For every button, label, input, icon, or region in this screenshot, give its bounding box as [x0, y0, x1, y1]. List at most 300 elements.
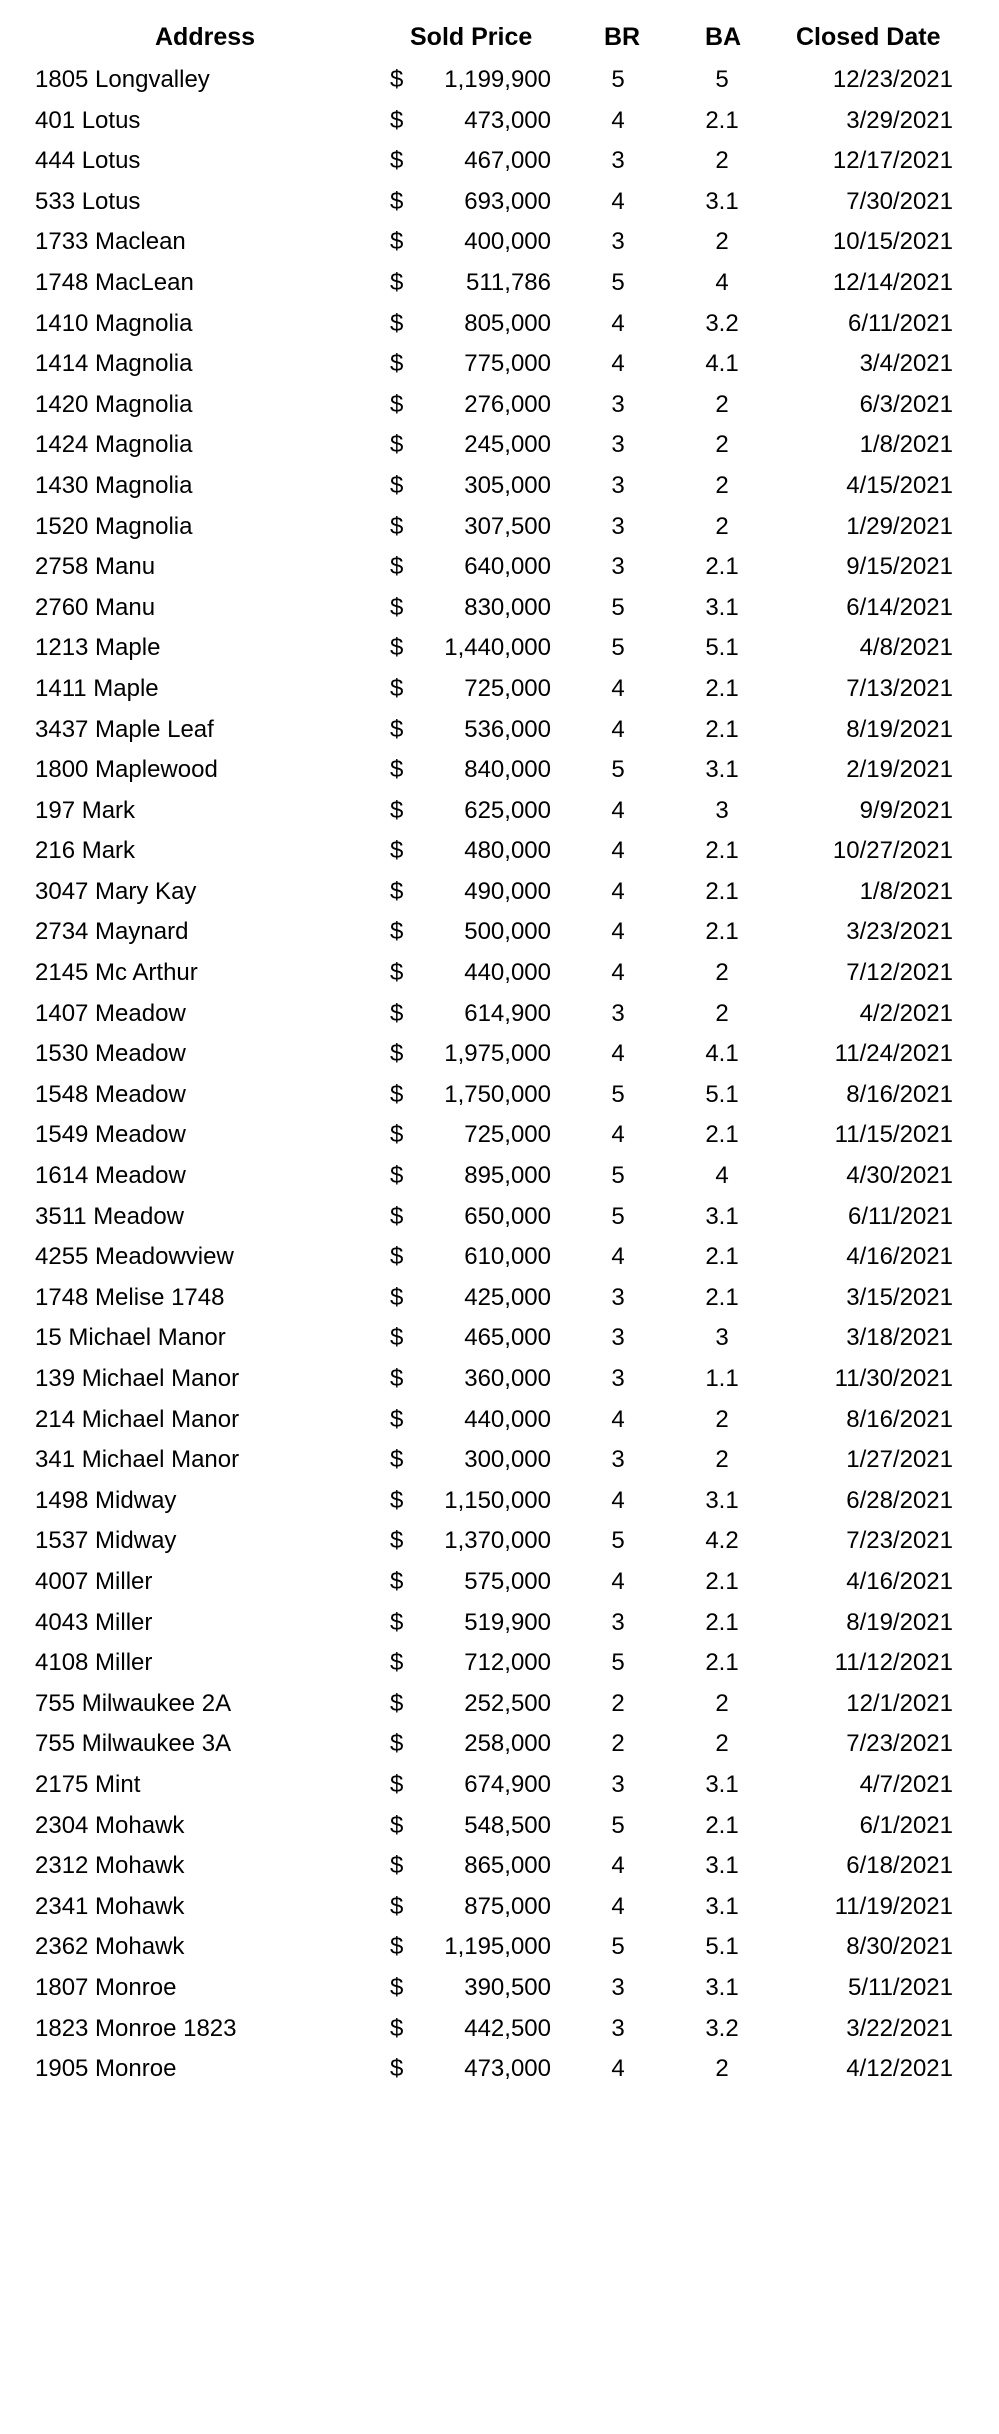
cell-sold-price: 473,000: [464, 106, 551, 134]
cell-ba: 2.1: [705, 1649, 739, 1677]
cell-sold-price: 473,000: [464, 2055, 551, 2083]
cell-br: 4: [611, 187, 625, 215]
cell-sold-price: 390,500: [464, 1973, 551, 2001]
cell-address: 1407 Meadow: [35, 999, 186, 1027]
cell-closed-date: 2/19/2021: [846, 756, 953, 784]
cell-currency-symbol: $: [390, 999, 404, 1027]
cell-ba: 2: [715, 228, 729, 256]
table-row: [0, 710, 999, 751]
cell-br: 3: [611, 390, 625, 418]
cell-ba: 2: [715, 471, 729, 499]
table-row: [0, 1806, 999, 1847]
cell-closed-date: 8/19/2021: [846, 715, 953, 743]
cell-ba: 3.1: [705, 1486, 739, 1514]
cell-address: 2175 Mint: [35, 1770, 141, 1798]
cell-br: 3: [611, 1973, 625, 2001]
cell-ba: 3.1: [705, 187, 739, 215]
cell-br: 4: [611, 837, 625, 865]
cell-ba: 5: [715, 66, 729, 93]
cell-ba: 2: [715, 1446, 729, 1474]
cell-sold-price: 725,000: [464, 1121, 551, 1149]
cell-currency-symbol: $: [390, 147, 404, 175]
cell-sold-price: 519,900: [464, 1608, 551, 1636]
cell-br: 3: [611, 147, 625, 175]
cell-closed-date: 4/15/2021: [846, 471, 953, 499]
table-row: [0, 1237, 999, 1278]
cell-address: 2312 Mohawk: [35, 1852, 185, 1880]
cell-sold-price: 490,000: [464, 877, 551, 905]
table-row: [0, 750, 999, 791]
cell-br: 4: [611, 715, 625, 743]
cell-closed-date: 7/23/2021: [846, 1527, 953, 1555]
cell-currency-symbol: $: [390, 309, 404, 337]
cell-address: 755 Milwaukee 2A: [35, 1689, 232, 1717]
cell-sold-price: 1,750,000: [444, 1080, 551, 1108]
cell-currency-symbol: $: [390, 1202, 404, 1230]
cell-ba: 5.1: [705, 1080, 739, 1108]
cell-address: 2341 Mohawk: [35, 1892, 185, 1920]
cell-address: 755 Milwaukee 3A: [35, 1730, 232, 1758]
table-row: [0, 1724, 999, 1765]
cell-address: 1905 Monroe: [35, 2055, 177, 2083]
cell-closed-date: 8/30/2021: [846, 1933, 953, 1961]
cell-closed-date: 9/15/2021: [846, 553, 953, 581]
cell-br: 4: [611, 674, 625, 702]
cell-closed-date: 1/8/2021: [859, 431, 953, 459]
cell-br: 4: [611, 918, 625, 946]
cell-currency-symbol: $: [390, 1973, 404, 2001]
cell-address: 341 Michael Manor: [35, 1446, 240, 1474]
cell-address: 1733 Maclean: [35, 228, 186, 256]
cell-ba: 1.1: [705, 1365, 739, 1392]
cell-sold-price: 360,000: [464, 1365, 551, 1392]
cell-sold-price: 895,000: [464, 1162, 551, 1190]
table-row: [0, 1846, 999, 1887]
table-row: [0, 953, 999, 994]
cell-br: 3: [611, 431, 625, 459]
cell-currency-symbol: $: [390, 1811, 404, 1839]
cell-br: 4: [611, 1486, 625, 1514]
cell-address: 4043 Miller: [35, 1608, 153, 1636]
cell-closed-date: 3/15/2021: [846, 1283, 953, 1311]
table-row: [0, 101, 999, 142]
cell-address: 1549 Meadow: [35, 1121, 186, 1149]
cell-br: 3: [611, 2014, 625, 2042]
cell-closed-date: 12/1/2021: [846, 1689, 953, 1717]
table-row: [0, 344, 999, 385]
cell-currency-symbol: $: [390, 1080, 404, 1108]
cell-address: 1498 Midway: [35, 1486, 177, 1514]
cell-closed-date: 4/8/2021: [859, 634, 953, 662]
cell-currency-symbol: $: [390, 796, 404, 824]
cell-address: 1430 Magnolia: [35, 471, 193, 499]
cell-closed-date: 3/22/2021: [846, 2014, 953, 2042]
cell-br: 4: [611, 959, 625, 987]
cell-closed-date: 7/12/2021: [846, 959, 953, 987]
cell-closed-date: 6/1/2021: [859, 1811, 953, 1839]
table-row: [0, 1034, 999, 1075]
cell-currency-symbol: $: [390, 1162, 404, 1190]
cell-sold-price: 875,000: [464, 1892, 551, 1920]
table-row: [0, 831, 999, 872]
cell-currency-symbol: $: [390, 1365, 404, 1392]
cell-sold-price: 1,199,900: [444, 66, 551, 93]
cell-br: 3: [611, 1446, 625, 1474]
cell-br: 4: [611, 877, 625, 905]
cell-closed-date: 6/11/2021: [848, 1202, 953, 1230]
table-row: [0, 628, 999, 669]
cell-ba: 2: [715, 999, 729, 1027]
cell-sold-price: 400,000: [464, 228, 551, 256]
cell-closed-date: 6/28/2021: [846, 1486, 953, 1514]
cell-currency-symbol: $: [390, 837, 404, 865]
cell-currency-symbol: $: [390, 471, 404, 499]
table-row: [0, 588, 999, 629]
cell-currency-symbol: $: [390, 268, 404, 296]
cell-address: 2758 Manu: [35, 553, 156, 581]
cell-ba: 2.1: [705, 553, 739, 581]
cell-ba: 5.1: [705, 634, 739, 662]
cell-currency-symbol: $: [390, 2055, 404, 2083]
cell-address: 1805 Longvalley: [35, 66, 210, 93]
cell-closed-date: 11/15/2021: [834, 1121, 953, 1149]
cell-ba: 2.1: [705, 674, 739, 702]
cell-ba: 3.1: [705, 1892, 739, 1920]
cell-address: 2734 Maynard: [35, 918, 189, 946]
cell-sold-price: 1,195,000: [444, 1933, 551, 1961]
cell-br: 5: [611, 1933, 625, 1961]
cell-closed-date: 5/11/2021: [848, 1973, 953, 2001]
cell-closed-date: 12/14/2021: [832, 268, 953, 296]
cell-address: 216 Mark: [35, 837, 136, 865]
cell-ba: 2.1: [705, 1608, 739, 1636]
cell-br: 2: [611, 1730, 625, 1758]
table-row: [0, 872, 999, 913]
table-row: [0, 60, 999, 101]
cell-closed-date: 4/2/2021: [859, 999, 953, 1027]
cell-closed-date: 3/4/2021: [859, 350, 953, 378]
cell-br: 4: [611, 350, 625, 378]
cell-ba: 3.1: [705, 1770, 739, 1798]
cell-address: 3511 Meadow: [35, 1202, 184, 1230]
table-row: [0, 669, 999, 710]
cell-ba: 2: [715, 1405, 729, 1433]
cell-closed-date: 6/11/2021: [848, 309, 953, 337]
cell-br: 5: [611, 1527, 625, 1555]
cell-address: 1213 Maple: [35, 634, 161, 662]
cell-br: 4: [611, 1040, 625, 1068]
cell-currency-symbol: $: [390, 1121, 404, 1149]
cell-closed-date: 6/3/2021: [859, 390, 953, 418]
cell-closed-date: 6/14/2021: [846, 593, 953, 621]
cell-ba: 3.1: [705, 1202, 739, 1230]
cell-sold-price: 614,900: [464, 999, 551, 1027]
cell-br: 4: [611, 309, 625, 337]
header-closed-date: Closed Date: [796, 23, 941, 51]
cell-ba: 2: [715, 1730, 729, 1758]
cell-sold-price: 305,000: [464, 471, 551, 499]
cell-address: 3047 Mary Kay: [35, 877, 197, 905]
cell-br: 4: [611, 1121, 625, 1149]
cell-br: 5: [611, 756, 625, 784]
table-row: [0, 1887, 999, 1928]
cell-br: 4: [611, 2055, 625, 2083]
table-row: [0, 1562, 999, 1603]
cell-currency-symbol: $: [390, 553, 404, 581]
cell-closed-date: 3/23/2021: [846, 918, 953, 946]
table-row: [0, 994, 999, 1035]
cell-ba: 3.2: [705, 309, 739, 337]
cell-address: 533 Lotus: [35, 187, 141, 215]
cell-ba: 5.1: [705, 1933, 739, 1961]
table-body: [0, 60, 999, 2090]
table-row: [0, 385, 999, 426]
table-row: [0, 791, 999, 832]
cell-br: 5: [611, 1162, 625, 1190]
cell-currency-symbol: $: [390, 1689, 404, 1717]
cell-br: 5: [611, 1811, 625, 1839]
cell-ba: 2: [715, 147, 729, 175]
cell-currency-symbol: $: [390, 1324, 404, 1352]
cell-closed-date: 4/12/2021: [846, 2055, 953, 2083]
cell-ba: 3.1: [705, 593, 739, 621]
cell-br: 3: [611, 1365, 625, 1392]
cell-sold-price: 840,000: [464, 756, 551, 784]
cell-sold-price: 258,000: [464, 1730, 551, 1758]
cell-closed-date: 10/15/2021: [832, 228, 953, 256]
cell-currency-symbol: $: [390, 918, 404, 946]
cell-ba: 3.1: [705, 1973, 739, 2001]
cell-br: 2: [611, 1689, 625, 1717]
cell-currency-symbol: $: [390, 1567, 404, 1595]
cell-ba: 2.1: [705, 1243, 739, 1271]
cell-br: 3: [611, 512, 625, 540]
cell-closed-date: 4/16/2021: [846, 1243, 953, 1271]
cell-br: 4: [611, 1405, 625, 1433]
cell-closed-date: 3/29/2021: [846, 106, 953, 134]
table-row: [0, 222, 999, 263]
cell-currency-symbol: $: [390, 756, 404, 784]
cell-ba: 4.1: [705, 350, 739, 378]
cell-currency-symbol: $: [390, 106, 404, 134]
cell-sold-price: 693,000: [464, 187, 551, 215]
cell-address: 1420 Magnolia: [35, 390, 193, 418]
table-row: [0, 1481, 999, 1522]
cell-ba: 4: [715, 1162, 729, 1190]
cell-ba: 4.1: [705, 1040, 739, 1068]
cell-address: 1530 Meadow: [35, 1040, 186, 1068]
cell-sold-price: 276,000: [464, 390, 551, 418]
cell-closed-date: 11/12/2021: [834, 1649, 953, 1677]
cell-address: 4108 Miller: [35, 1649, 153, 1677]
cell-closed-date: 1/8/2021: [859, 877, 953, 905]
table-row: [0, 1968, 999, 2009]
cell-address: 2362 Mohawk: [35, 1933, 185, 1961]
cell-address: 2760 Manu: [35, 593, 156, 621]
cell-address: 401 Lotus: [35, 106, 141, 134]
cell-currency-symbol: $: [390, 228, 404, 256]
cell-currency-symbol: $: [390, 1243, 404, 1271]
cell-closed-date: 7/23/2021: [846, 1730, 953, 1758]
cell-sold-price: 610,000: [464, 1243, 551, 1271]
cell-currency-symbol: $: [390, 1892, 404, 1920]
cell-br: 5: [611, 593, 625, 621]
cell-address: 1807 Monroe: [35, 1973, 177, 2001]
cell-sold-price: 1,150,000: [444, 1486, 551, 1514]
cell-address: 1424 Magnolia: [35, 431, 193, 459]
cell-closed-date: 11/24/2021: [834, 1040, 953, 1068]
cell-closed-date: 8/16/2021: [846, 1405, 953, 1433]
cell-currency-symbol: $: [390, 1933, 404, 1961]
cell-ba: 2: [715, 431, 729, 459]
cell-currency-symbol: $: [390, 1040, 404, 1068]
table-row: [0, 2009, 999, 2050]
cell-br: 5: [611, 1649, 625, 1677]
cell-ba: 3: [715, 796, 729, 824]
header-br: BR: [604, 23, 641, 51]
cell-sold-price: 245,000: [464, 431, 551, 459]
cell-ba: 4.2: [705, 1527, 739, 1555]
table-row: [0, 1765, 999, 1806]
table-row: [0, 1400, 999, 1441]
cell-address: 1414 Magnolia: [35, 350, 193, 378]
table-row: [0, 1359, 999, 1400]
cell-currency-symbol: $: [390, 1486, 404, 1514]
cell-address: 197 Mark: [35, 796, 136, 824]
cell-sold-price: 830,000: [464, 593, 551, 621]
cell-closed-date: 12/17/2021: [832, 147, 953, 175]
cell-sold-price: 500,000: [464, 918, 551, 946]
cell-br: 3: [611, 1770, 625, 1798]
cell-ba: 2.1: [705, 1567, 739, 1595]
cell-ba: 4: [715, 268, 729, 296]
cell-sold-price: 805,000: [464, 309, 551, 337]
table-row: [0, 1440, 999, 1481]
table-row: [0, 1684, 999, 1725]
cell-sold-price: 575,000: [464, 1567, 551, 1595]
cell-br: 4: [611, 1243, 625, 1271]
cell-br: 3: [611, 1283, 625, 1311]
table-row: [0, 1075, 999, 1116]
cell-closed-date: 11/30/2021: [834, 1365, 953, 1392]
cell-address: 1411 Maple: [35, 674, 159, 702]
cell-currency-symbol: $: [390, 1446, 404, 1474]
table-row: [0, 1927, 999, 1968]
cell-address: 1823 Monroe 1823: [35, 2014, 237, 2042]
cell-sold-price: 511,786: [466, 268, 551, 296]
cell-address: 1537 Midway: [35, 1527, 177, 1555]
cell-br: 4: [611, 1567, 625, 1595]
cell-address: 3437 Maple Leaf: [35, 715, 214, 743]
cell-ba: 2: [715, 1689, 729, 1717]
cell-closed-date: 11/19/2021: [834, 1892, 953, 1920]
cell-ba: 3.2: [705, 2014, 739, 2042]
cell-br: 5: [611, 634, 625, 662]
table-row: [0, 1318, 999, 1359]
table-row: [0, 547, 999, 588]
cell-sold-price: 480,000: [464, 837, 551, 865]
cell-currency-symbol: $: [390, 350, 404, 378]
cell-address: 1548 Meadow: [35, 1080, 186, 1108]
cell-closed-date: 8/16/2021: [846, 1080, 953, 1108]
cell-sold-price: 640,000: [464, 553, 551, 581]
cell-currency-symbol: $: [390, 2014, 404, 2042]
table-row: [0, 1156, 999, 1197]
cell-sold-price: 625,000: [464, 796, 551, 824]
cell-sold-price: 650,000: [464, 1202, 551, 1230]
cell-closed-date: 9/9/2021: [859, 796, 953, 824]
table-row: [0, 507, 999, 548]
cell-currency-symbol: $: [390, 715, 404, 743]
cell-sold-price: 442,500: [464, 2014, 551, 2042]
table-row: [0, 182, 999, 223]
cell-currency-symbol: $: [390, 1405, 404, 1433]
cell-currency-symbol: $: [390, 959, 404, 987]
cell-address: 15 Michael Manor: [35, 1324, 226, 1352]
cell-ba: 2.1: [705, 877, 739, 905]
cell-currency-symbol: $: [390, 593, 404, 621]
cell-currency-symbol: $: [390, 1527, 404, 1555]
cell-br: 4: [611, 1892, 625, 1920]
header-ba: BA: [705, 23, 742, 51]
cell-br: 3: [611, 471, 625, 499]
cell-currency-symbol: $: [390, 512, 404, 540]
cell-br: 5: [611, 66, 625, 93]
cell-sold-price: 674,900: [464, 1770, 551, 1798]
cell-sold-price: 465,000: [464, 1324, 551, 1352]
cell-address: 444 Lotus: [35, 147, 141, 175]
table-row: [0, 912, 999, 953]
cell-currency-symbol: $: [390, 1608, 404, 1636]
table-row: [0, 1115, 999, 1156]
cell-sold-price: 536,000: [464, 715, 551, 743]
cell-sold-price: 775,000: [464, 350, 551, 378]
cell-address: 4255 Meadowview: [35, 1243, 234, 1271]
cell-sold-price: 1,370,000: [444, 1527, 551, 1555]
cell-sold-price: 252,500: [464, 1689, 551, 1717]
cell-br: 3: [611, 228, 625, 256]
cell-sold-price: 467,000: [464, 147, 551, 175]
table-row: [0, 1603, 999, 1644]
cell-ba: 2.1: [705, 1283, 739, 1311]
cell-sold-price: 1,975,000: [444, 1040, 551, 1068]
cell-currency-symbol: $: [390, 634, 404, 662]
cell-ba: 2: [715, 2055, 729, 2083]
cell-closed-date: 7/30/2021: [846, 187, 953, 215]
cell-sold-price: 548,500: [464, 1811, 551, 1839]
cell-closed-date: 10/27/2021: [832, 837, 953, 865]
cell-ba: 2.1: [705, 918, 739, 946]
table-row: [0, 1278, 999, 1319]
cell-br: 3: [611, 553, 625, 581]
cell-currency-symbol: $: [390, 1852, 404, 1880]
cell-address: 4007 Miller: [35, 1567, 153, 1595]
table-row: [0, 1197, 999, 1238]
cell-closed-date: 12/23/2021: [832, 66, 953, 93]
cell-sold-price: 425,000: [464, 1283, 551, 1311]
cell-currency-symbol: $: [390, 674, 404, 702]
cell-currency-symbol: $: [390, 877, 404, 905]
cell-ba: 3: [715, 1324, 729, 1352]
table-row: [0, 141, 999, 182]
cell-currency-symbol: $: [390, 431, 404, 459]
cell-ba: 2.1: [705, 1121, 739, 1149]
cell-closed-date: 4/16/2021: [846, 1567, 953, 1595]
cell-sold-price: 712,000: [464, 1649, 551, 1677]
cell-closed-date: 1/29/2021: [846, 512, 953, 540]
cell-currency-symbol: $: [390, 1730, 404, 1758]
cell-address: 1748 MacLean: [35, 268, 194, 296]
